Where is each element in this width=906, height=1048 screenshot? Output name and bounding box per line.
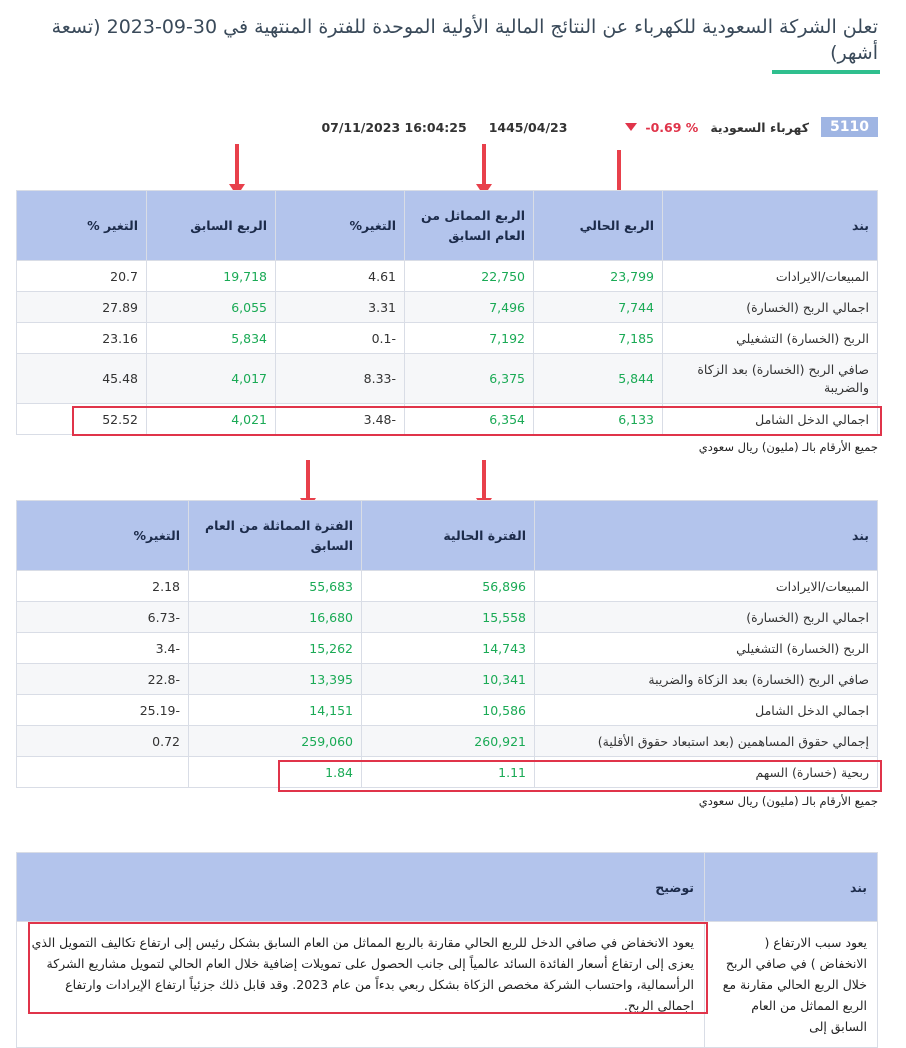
row-label: اجمالي الربح (الخسارة) <box>535 602 878 633</box>
cell-value: 5,834 <box>147 323 276 354</box>
table-row <box>17 664 878 695</box>
cell-value: 13,395 <box>189 664 362 695</box>
column-header-item: بند <box>663 191 878 261</box>
row-label: المبيعات/الايرادات <box>535 571 878 602</box>
cell-value: 45.48 <box>17 354 147 404</box>
cell-value: 7,744 <box>534 292 663 323</box>
period-results-table <box>16 500 878 788</box>
cell-value: 4.61 <box>276 261 405 292</box>
cell-value: 259,060 <box>189 726 362 757</box>
column-header-change-percent: التغير% <box>17 501 189 571</box>
cell-value: 6,055 <box>147 292 276 323</box>
table-row <box>17 633 878 664</box>
row-label: صافي الربح (الخسارة) بعد الزكاة والضريبة <box>535 664 878 695</box>
table-row <box>17 323 878 354</box>
cell-value: 14,743 <box>362 633 535 664</box>
column-header-same-quarter-last-year: الربع المماثل من العام السابق <box>405 191 534 261</box>
explanation-table <box>16 852 878 1048</box>
table-row <box>17 292 878 323</box>
units-footnote: جميع الأرقام بالـ (مليون) ريال سعودي <box>698 440 878 454</box>
table-row <box>17 757 878 788</box>
table-row <box>17 602 878 633</box>
gregorian-datetime: 07/11/2023 16:04:25 <box>321 119 467 135</box>
cell-value: 6,375 <box>405 354 534 404</box>
row-label: ربحية (خسارة) السهم <box>535 757 878 788</box>
cell-value: 2.18 <box>17 571 189 602</box>
row-label: اجمالي الربح (الخسارة) <box>663 292 878 323</box>
cell-value: -3.4 <box>17 633 189 664</box>
table-row <box>17 695 878 726</box>
cell-value: 7,185 <box>534 323 663 354</box>
column-header-change-percent-2: التغير % <box>17 191 147 261</box>
row-label: الربح (الخسارة) التشغيلي <box>663 323 878 354</box>
cell-value: 5,844 <box>534 354 663 404</box>
cell-value: 260,921 <box>362 726 535 757</box>
column-header-previous-quarter: الربع السابق <box>147 191 276 261</box>
row-label: صافي الربح (الخسارة) بعد الزكاة والضريبة <box>663 354 878 404</box>
cell-value: 22,750 <box>405 261 534 292</box>
cell-value: 15,558 <box>362 602 535 633</box>
cell-value: 27.89 <box>17 292 147 323</box>
row-label: اجمالي الدخل الشامل <box>663 404 878 435</box>
annotation-arrow-icon <box>482 460 486 500</box>
cell-value: -3.48 <box>276 404 405 435</box>
row-label: الربح (الخسارة) التشغيلي <box>535 633 878 664</box>
column-header-current-period: الفترة الحالية <box>362 501 535 571</box>
cell-value: -8.33 <box>276 354 405 404</box>
column-header-item: بند <box>705 853 878 922</box>
explanation-text: يعود الانخفاض في صافي الدخل للربع الحالي مقارنة بالربع المماثل من العام السابق بشكل رئيس إلى ارتفاع تكاليف التمويل الذي يعزى إلى ارتفاع أسعار الفائدة السائد عالمياً إلى جانب الحصول على تمويلات إضافية خلال العام الحالي لتمويل مشاريع الشركة الرأسمالية، واحتساب الشركة مخصص الزكاة بشكل ربعي بدءاً من عام 2023. وقد قابل ذلك جزئياً ارتفاع الإيرادات وارتفاع اجمالي الربح. <box>17 922 705 1048</box>
table-row <box>17 404 878 435</box>
cell-value: 7,192 <box>405 323 534 354</box>
cell-value: 16,680 <box>189 602 362 633</box>
ticker-bar <box>321 116 878 138</box>
cell-value: 10,341 <box>362 664 535 695</box>
cell-value: 19,718 <box>147 261 276 292</box>
hijri-date: 1445/04/23 <box>488 119 568 135</box>
cell-value: -25.19 <box>17 695 189 726</box>
cell-value: -6.73 <box>17 602 189 633</box>
cell-value: -22.8 <box>17 664 189 695</box>
cell-value: 10,586 <box>362 695 535 726</box>
row-label: اجمالي الدخل الشامل <box>535 695 878 726</box>
ticker-name[interactable]: كهرباء السعودية <box>710 119 810 135</box>
cell-value: 23,799 <box>534 261 663 292</box>
cell-value: 4,021 <box>147 404 276 435</box>
cell-value: 15,262 <box>189 633 362 664</box>
column-header-explanation: توضيح <box>17 853 705 922</box>
ticker-change: -0.69 % <box>645 119 699 135</box>
cell-value: 23.16 <box>17 323 147 354</box>
table-row <box>17 354 878 404</box>
cell-value: 0.72 <box>17 726 189 757</box>
cell-value: 3.31 <box>276 292 405 323</box>
column-header-same-period-last-year: الفترة المماثلة من العام السابق <box>189 501 362 571</box>
cell-value: 56,896 <box>362 571 535 602</box>
title-underline <box>772 70 880 74</box>
quarter-results-table <box>16 190 878 435</box>
column-header-change-percent: التغير% <box>276 191 405 261</box>
annotation-arrow-icon <box>482 144 486 186</box>
cell-value <box>17 757 189 788</box>
table-row <box>17 922 878 1048</box>
cell-value: 55,683 <box>189 571 362 602</box>
column-header-current-quarter: الربع الحالي <box>534 191 663 261</box>
explanation-item: يعود سبب الارتفاع ( الانخفاض ) في صافي الربح خلال الربع الحالي مقارنة مع الربع المماثل من العام السابق إلى <box>705 922 878 1048</box>
table-row <box>17 261 878 292</box>
row-label: إجمالي حقوق المساهمين (بعد استبعاد حقوق الأقلية) <box>535 726 878 757</box>
units-footnote: جميع الأرقام بالـ (مليون) ريال سعودي <box>698 794 878 808</box>
table-row <box>17 571 878 602</box>
cell-value: 52.52 <box>17 404 147 435</box>
table-row <box>17 726 878 757</box>
cell-value: 6,354 <box>405 404 534 435</box>
annotation-arrow-icon <box>306 460 310 500</box>
cell-value: 14,151 <box>189 695 362 726</box>
column-header-item: بند <box>535 501 878 571</box>
cell-value: -0.1 <box>276 323 405 354</box>
cell-value: 20.7 <box>17 261 147 292</box>
down-arrow-icon <box>625 123 637 131</box>
cell-value: 7,496 <box>405 292 534 323</box>
cell-value: 1.84 <box>189 757 362 788</box>
cell-value: 6,133 <box>534 404 663 435</box>
annotation-arrow-icon <box>235 144 239 186</box>
cell-value: 1.11 <box>362 757 535 788</box>
cell-value: 4,017 <box>147 354 276 404</box>
page-title: تعلن الشركة السعودية للكهرباء عن النتائج المالية الأولية الموحدة للفترة المنتهية في 30-09-2023 (تسعة أشهر) <box>51 16 878 64</box>
row-label: المبيعات/الايرادات <box>663 261 878 292</box>
ticker-code[interactable]: 5110 <box>821 117 878 137</box>
